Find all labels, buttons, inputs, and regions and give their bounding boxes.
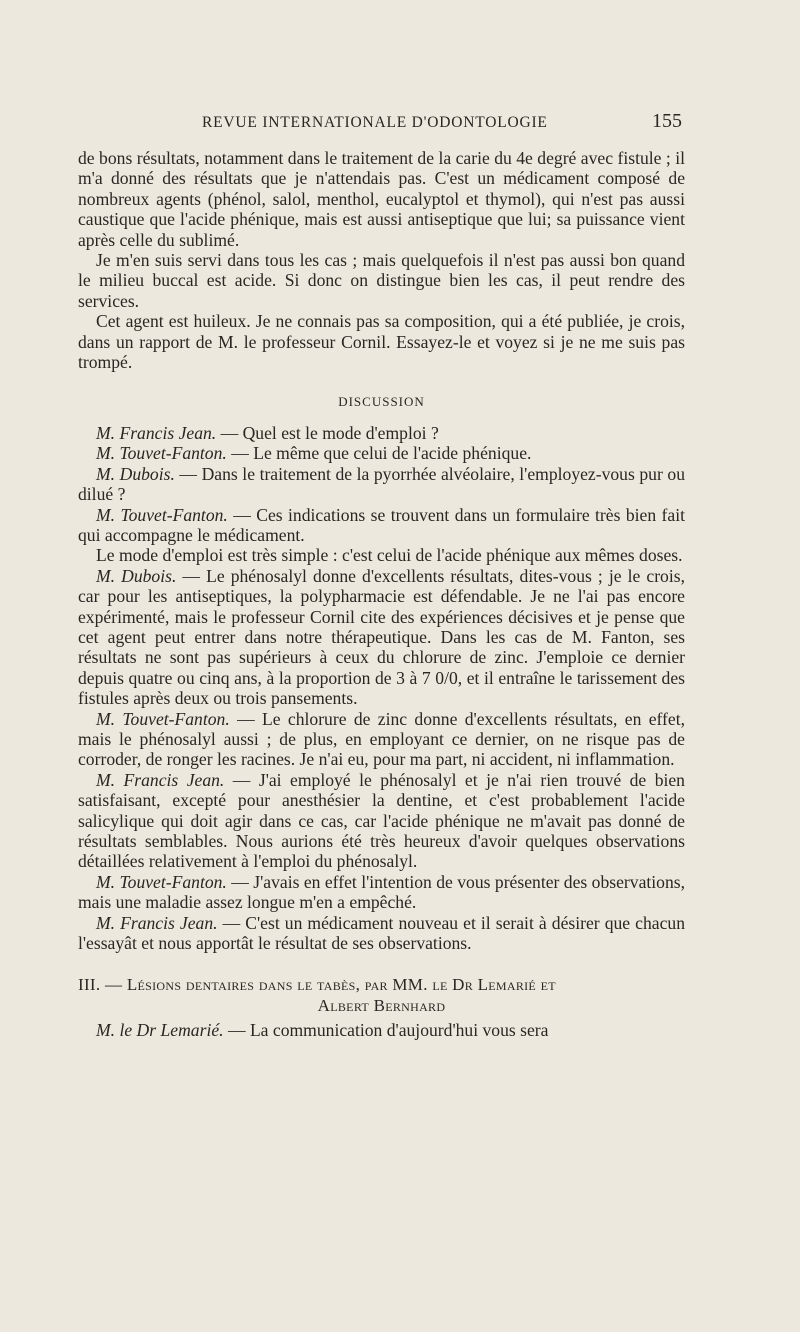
speech-text: Le mode d'emploi est très simple : c'est celui de l'acide phénique aux mêmes doses. <box>96 545 683 566</box>
speaker-name: M. Touvet-Fanton. <box>96 708 230 729</box>
speech-text: — J'ai employé le phénosalyl et je n'ai rien trouvé de bien satisfaisant, excepté pour anesthésier la dentine, et c'est probablement l'acide salicylique qui doit agir dans ce cas, car l'acide phénique ne m'avait pas donné de résultats semblables. Nous aurions été très heureux d'avoir quelques observations détaillées relativement à l'emploi du phénosalyl. <box>78 769 685 872</box>
discussion-entry <box>78 872 685 913</box>
intro-paragraph: Je m'en suis servi dans tous les cas ; mais quelquefois il n'est pas aussi bon quand le milieu buccal est acide. Si donc on distingue bien les cas, il peut rendre des services. <box>78 250 685 311</box>
discussion-entry <box>78 423 685 443</box>
speaker-name: M. le Dr Lemarié. <box>96 1020 224 1041</box>
discussion-entry <box>78 545 685 565</box>
speaker-name: M. Francis Jean. <box>96 422 217 443</box>
intro-paragraph: Cet agent est huileux. Je ne connais pas sa composition, qui a été publiée, je crois, dans un rapport de M. le professeur Cornil. Essayez-le et voyez si je ne me suis pas trompé. <box>78 311 685 373</box>
speech-text: — Le chlorure de zinc donne d'excellents résultats, en effet, mais le phénosalyl aussi ; de plus, en employant ce dernier, on ne risque pas de corroder, de ronger les racines. Je n'ai eu, pour ma part, ni accident, ni inflammation. <box>78 708 685 770</box>
chapter-author-line: Albert Bernhard <box>317 995 446 1015</box>
discussion-entry <box>78 913 685 954</box>
discussion-entry <box>78 443 685 463</box>
speaker-name: M. Touvet-Fanton. <box>96 871 227 892</box>
discussion-entry <box>78 464 685 505</box>
chapter-title-line: III. — Lésions dentaires dans le tabès, par MM. le Dr Lemarié et <box>78 975 556 995</box>
chapter-heading <box>78 975 685 1016</box>
speech-text: — Dans le traitement de la pyorrhée alvéolaire, l'employez-vous pur ou dilué ? <box>78 463 685 505</box>
speech-text: — C'est un médicament nouveau et il serait à désirer que chacun l'essayât et nous apportât le résultat de ses observations. <box>78 912 685 954</box>
discussion-entry <box>78 770 685 872</box>
speaker-name: M. Dubois. <box>96 463 175 484</box>
speech-text: — Le phénosalyl donne d'excellents résultats, dites-vous ; je le crois, car pour les antiseptiques, la polypharmacie est défendable. Je ne l'ai pas encore expérimenté, mais le professeur Cornil cite des expériences décisives et je pense que cet agent peut entrer dans notre thérapeutique. Dans les cas de M. Fanton, ses résultats ne sont pas supérieurs à ceux du chlorure de zinc. J'emploie ce dernier depuis quatre ou cinq ans, à la proportion de 3 à 7 0/0, et il entraîne le tarissement des fistules après deux ou trois pansements. <box>78 565 685 709</box>
speaker-name: M. Touvet-Fanton. <box>96 443 227 464</box>
speech-text: — La communication d'aujourd'hui vous sera <box>223 1020 549 1041</box>
discussion-entry <box>78 505 685 546</box>
discussion-entry <box>78 566 685 709</box>
speech-text: — Ces indications se trouvent dans un formulaire très bien fait qui accompagne le médicament. <box>78 504 685 545</box>
speaker-name: M. Touvet-Fanton. <box>96 504 228 525</box>
speech-text: — J'avais en effet l'intention de vous présenter des observations, mais une maladie assez longue m'en a empêché. <box>78 871 685 913</box>
page-number: 155 <box>652 110 682 132</box>
closing-entry <box>78 1020 685 1040</box>
speech-text: — Le même que celui de l'acide phénique. <box>226 443 532 464</box>
speech-text: — Quel est le mode d'emploi ? <box>216 422 439 443</box>
page-body <box>78 148 685 1041</box>
speaker-name: M. Francis Jean. <box>96 912 218 933</box>
running-title: REVUE INTERNATIONALE D'ODONTOLOGIE <box>202 114 548 131</box>
intro-paragraph: de bons résultats, notamment dans le traitement de la carie du 4e degré avec fistule ; il m'a donné des résultats que je n'attendais pas. C'est un médicament composé de nombreux agents (phénol, salol, menthol, eucalyptol et thymol), qui n'est pas aussi caustique que l'acide phénique, mais est aussi antiseptique que lui; sa puissance vient après celle du sublimé. <box>78 148 685 250</box>
speaker-name: M. Francis Jean. <box>96 769 225 790</box>
speaker-name: M. Dubois. <box>96 565 177 586</box>
discussion-entry <box>78 709 685 770</box>
page-header <box>78 110 682 144</box>
discussion-heading: DISCUSSION <box>338 394 425 410</box>
